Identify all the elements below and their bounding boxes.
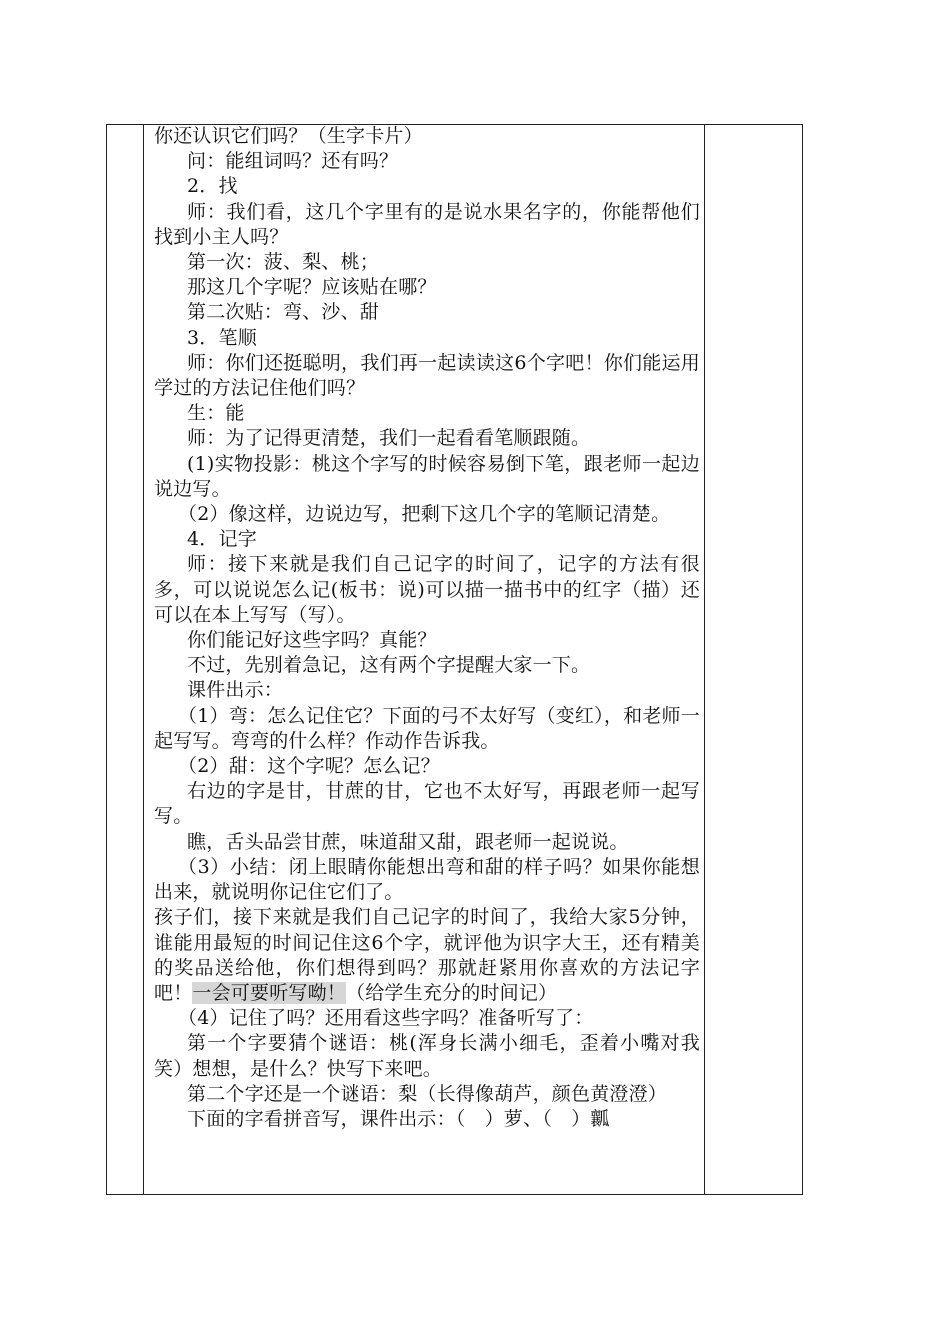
text-line: 师：接下来就是我们自己记字的时间了，记字的方法有很多，可以说说怎么记(板书：说)可以描一描书中的红字（描）还可以在本上写写（写）。 (154, 553, 700, 626)
text-line: （1）弯：怎么记住它？下面的弓不太好写（变红），和老师一起写写。弯弯的什么样？作动作告诉我。 (154, 704, 700, 752)
text-line: 瞧，舌头品尝甘蔗，味道甜又甜，跟老师一起说说。 (187, 830, 629, 853)
text-line: 师：为了记得更清楚，我们一起看看笔顺跟随。 (187, 427, 591, 450)
table-column-divider (704, 125, 705, 1194)
text-line: 你们能记好这些字吗？真能？ (187, 629, 437, 652)
text-line: 你还认识它们吗？（生字卡片） (154, 125, 423, 147)
text-segment: （给学生充分的时间记） (346, 981, 558, 1004)
text-line: 第一个字要猜个谜语：桃(浑身长满小细毛，歪着小嘴对我笑）想想，是什么？快写下来吧。 (154, 1032, 700, 1080)
text-line: 第一次：菠、梨、桃； (187, 251, 380, 274)
lesson-text-cell (154, 124, 700, 1132)
text-segment: 孩子们，接下来就是我们自己记字的时间了，我给大家5分钟，谁能用最短的时间记住这6个字，就评他为识字大王，还有精美的奖品送给他，你们想得到吗？那就赶紧用你喜欢的方法记字吧！ (154, 906, 700, 1004)
text-line: （4）记住了吗？还用看这些字吗？准备听写了： (178, 1007, 594, 1030)
text-line: （2）像这样，边说边写，把剩下这几个字的笔顺记清楚。 (178, 503, 671, 526)
text-line: 右边的字是甘，甘蔗的甘，它也不太好写，再跟老师一起写写。 (154, 780, 700, 828)
text-line: 生：能 (187, 402, 245, 425)
text-line: 第二次贴：弯、沙、甜 (187, 301, 380, 324)
text-line: 不过，先别着急记，这有两个字提醒大家一下。 (187, 654, 591, 677)
text-line: (1)实物投影：桃这个字写的时候容易倒下笔，跟老师一起边说边写。 (154, 452, 700, 500)
section-heading: 2．找 (187, 175, 238, 198)
text-line: 下面的字看拼音写，课件出示：（ ）萝、（ ）瓤 (187, 1107, 610, 1130)
section-heading: 4．记字 (187, 528, 257, 551)
table-column-divider (143, 125, 144, 1194)
text-line: 师：你们还挺聪明，我们再一起读读这6个字吧！你们能运用学过的方法记住他们吗？ (154, 351, 700, 400)
section-heading: 3．笔顺 (187, 326, 257, 349)
text-line: 那这几个字呢？应该贴在哪？ (187, 276, 437, 299)
text-line: 课件出示： (187, 679, 284, 702)
text-line: 第二个字还是一个谜语：梨（长得像葫芦，颜色黄澄澄） (187, 1082, 668, 1105)
highlighted-text: 一会可要听写呦！ (192, 981, 347, 1004)
text-line (154, 905, 700, 1006)
text-line: 问：能组词吗？还有吗？ (187, 150, 399, 173)
text-line: （2）甜：这个字呢？怎么记？ (178, 755, 440, 778)
text-line: （3）小结：闭上眼睛你能想出弯和甜的样子吗？如果你能想出来，就说明你记住它们了。 (154, 855, 700, 904)
text-line: 师：我们看，这几个字里有的是说水果名字的，你能帮他们找到小主人吗？ (154, 200, 700, 248)
